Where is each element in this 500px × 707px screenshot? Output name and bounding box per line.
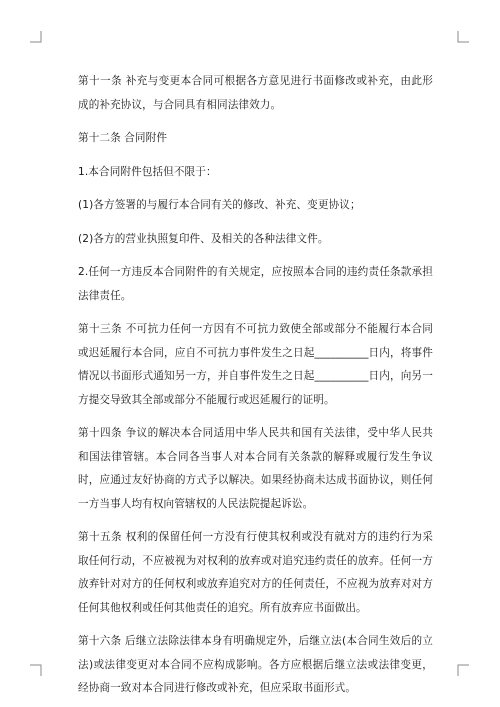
crop-mark-bottom-left xyxy=(30,664,42,676)
clause-16-paragraph: 第十六条 后继立法除法律本身有明确规定外，后继立法(本合同生效后的立法)或法律变更对本合同不应构成影响。各方应根据后继立法或法律变更，经协商一致对本合同进行修改或补充，但应采取书面形式。 xyxy=(78,635,433,694)
clause-13-paragraph: 第十三条 不可抗力任何一方因有不可抗力致使全部或部分不能履行本合同或迟延履行本合同，应自不可抗力事件发生之日起__________日内，将事件情况以书面形式通知另一方，并自事件发生之日起__________日内，向另一方提交导致其全部或部分不能履行或迟延履行的证明。 xyxy=(78,323,433,406)
clause-14-paragraph: 第十四条 争议的解决本合同适用中华人民共和国有关法律，受中华人民共和国法律管辖。本合同各当事人对本合同有关条款的解释或履行发生争议时，应通过友好协商的方式予以解决。如果经协商未达成书面协议，则任何一方当事人均有权向管辖权的人民法院提起诉讼。 xyxy=(78,427,433,510)
clause-12-subitem-2: (2)各方的营业执照复印件、及相关的各种法律文件。 xyxy=(78,232,329,245)
clause-12-item-2: 2.任何一方违反本合同附件的有关规定，应按照本合同的违约责任条款承担法律责任。 xyxy=(78,266,433,302)
crop-mark-top-left xyxy=(30,31,42,43)
clause-11-paragraph: 第十一条 补充与变更本合同可根据各方意见进行书面修改或补充，由此形成的补充协议，与合同具有相同法律效力。 xyxy=(78,75,433,111)
clause-12-subitem-1: (1)各方签署的与履行本合同有关的修改、补充、变更协议； xyxy=(78,199,361,211)
crop-mark-bottom-right xyxy=(457,664,469,676)
crop-mark-top-right xyxy=(457,31,469,43)
clause-12-heading: 第十二条 合同附件 xyxy=(78,132,168,144)
clause-15-paragraph: 第十五条 权利的保留任何一方没有行使其权利或没有就对方的违约行为采取任何行动，不应被视为对权利的放弃或对追究违约责任的放弃。任何一方放弃针对对方的任何权利或放弃追究对方的任何责任，不应视为放弃对对方任何其他权利或任何其他责任的追究。所有放弃应书面做出。 xyxy=(78,531,433,614)
document-body xyxy=(78,70,433,701)
clause-12-item-1: 1.本合同附件包括但不限于： xyxy=(78,165,217,178)
